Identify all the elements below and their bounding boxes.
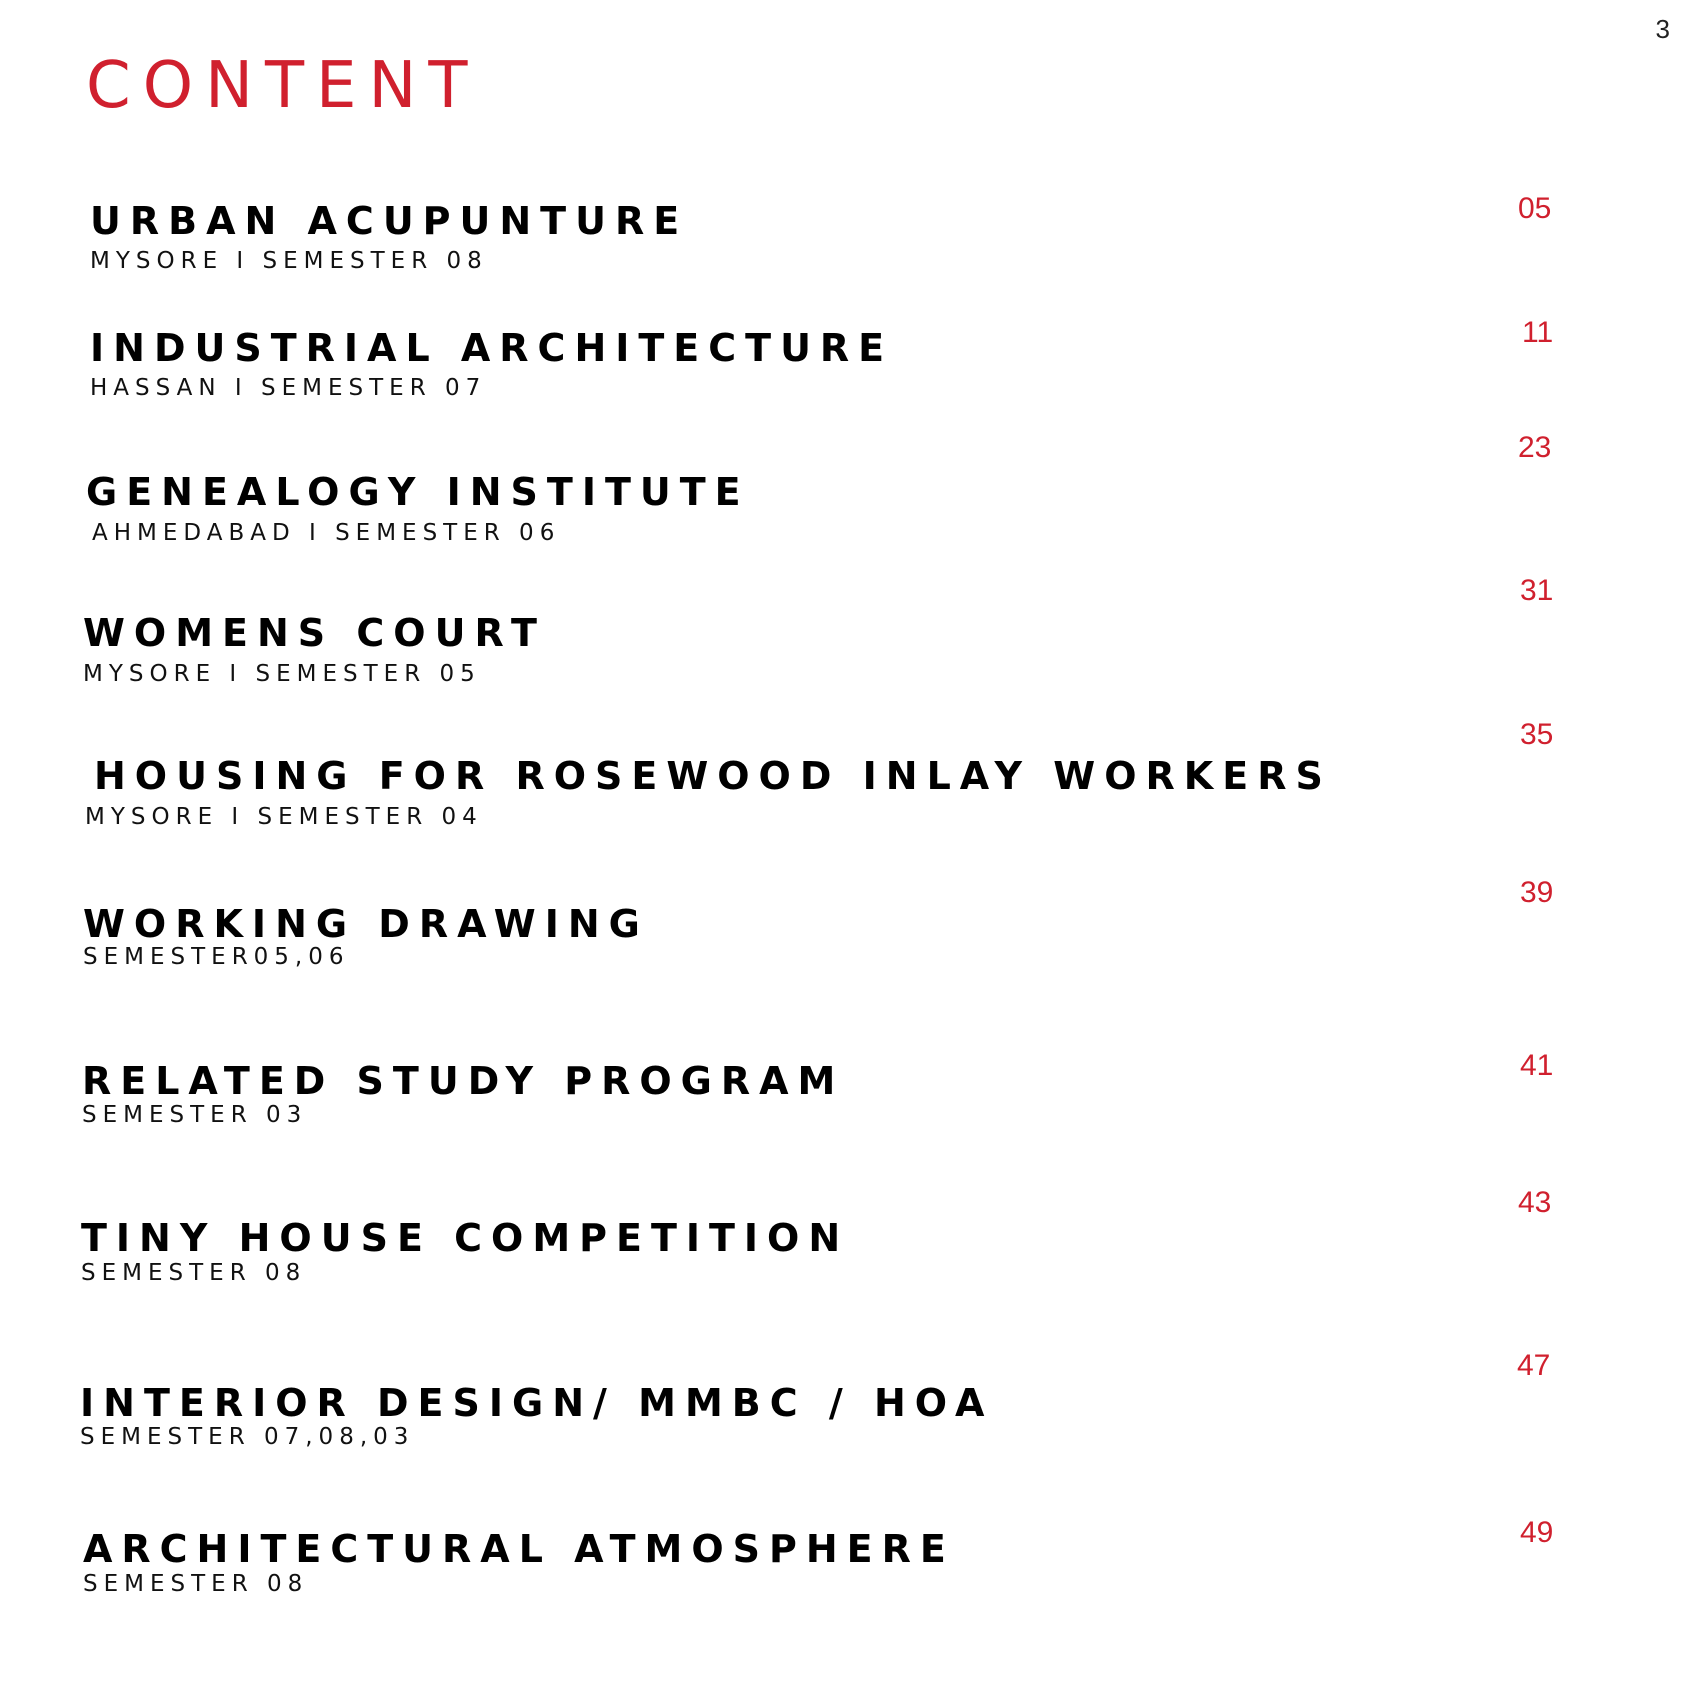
entry-title: WORKING DRAWING [83,902,649,946]
entry-title: HOUSING FOR ROSEWOOD INLAY WORKERS [94,754,1332,798]
entry-page-number: 39 [1520,876,1554,909]
entry-subtitle: SEMESTER 07,08,03 [80,1424,415,1450]
entry-title: INTERIOR DESIGN/ MMBC / HOA [80,1381,994,1425]
entry-subtitle: SEMESTER 08 [81,1260,307,1286]
entry-subtitle: MYSORE I SEMESTER 05 [83,661,481,687]
entry-title: ARCHITECTURAL ATMOSPHERE [83,1527,955,1571]
entry-subtitle: MYSORE I SEMESTER 08 [90,248,488,274]
entry-subtitle: SEMESTER 03 [82,1102,308,1128]
entry-title: WOMENS COURT [83,611,546,655]
entry-page-number: 43 [1518,1186,1552,1219]
entry-subtitle: HASSAN I SEMESTER 07 [90,375,487,401]
entry-subtitle: MYSORE I SEMESTER 04 [85,804,483,830]
entry-title: TINY HOUSE COMPETITION [81,1216,850,1260]
entry-page-number: 35 [1520,718,1554,751]
entry-title: URBAN ACUPUNTURE [90,199,689,243]
entry-title: RELATED STUDY PROGRAM [82,1059,845,1103]
entry-subtitle: SEMESTER 08 [83,1571,309,1597]
entry-page-number: 05 [1518,192,1552,225]
entry-page-number: 47 [1517,1349,1551,1382]
entry-title: GENEALOGY INSTITUTE [86,470,750,514]
entry-page-number: 41 [1520,1049,1554,1082]
entry-page-number: 31 [1520,574,1554,607]
entry-page-number: 11 [1522,316,1554,349]
entry-title: INDUSTRIAL ARCHITECTURE [90,326,894,370]
entry-subtitle: SEMESTER05,06 [83,944,350,970]
page-title: CONTENT [86,49,480,123]
entry-subtitle: AHMEDABAD I SEMESTER 06 [92,520,561,546]
entry-page-number: 49 [1520,1516,1554,1549]
page-number: 3 [1655,14,1670,44]
entry-page-number: 23 [1518,431,1552,464]
